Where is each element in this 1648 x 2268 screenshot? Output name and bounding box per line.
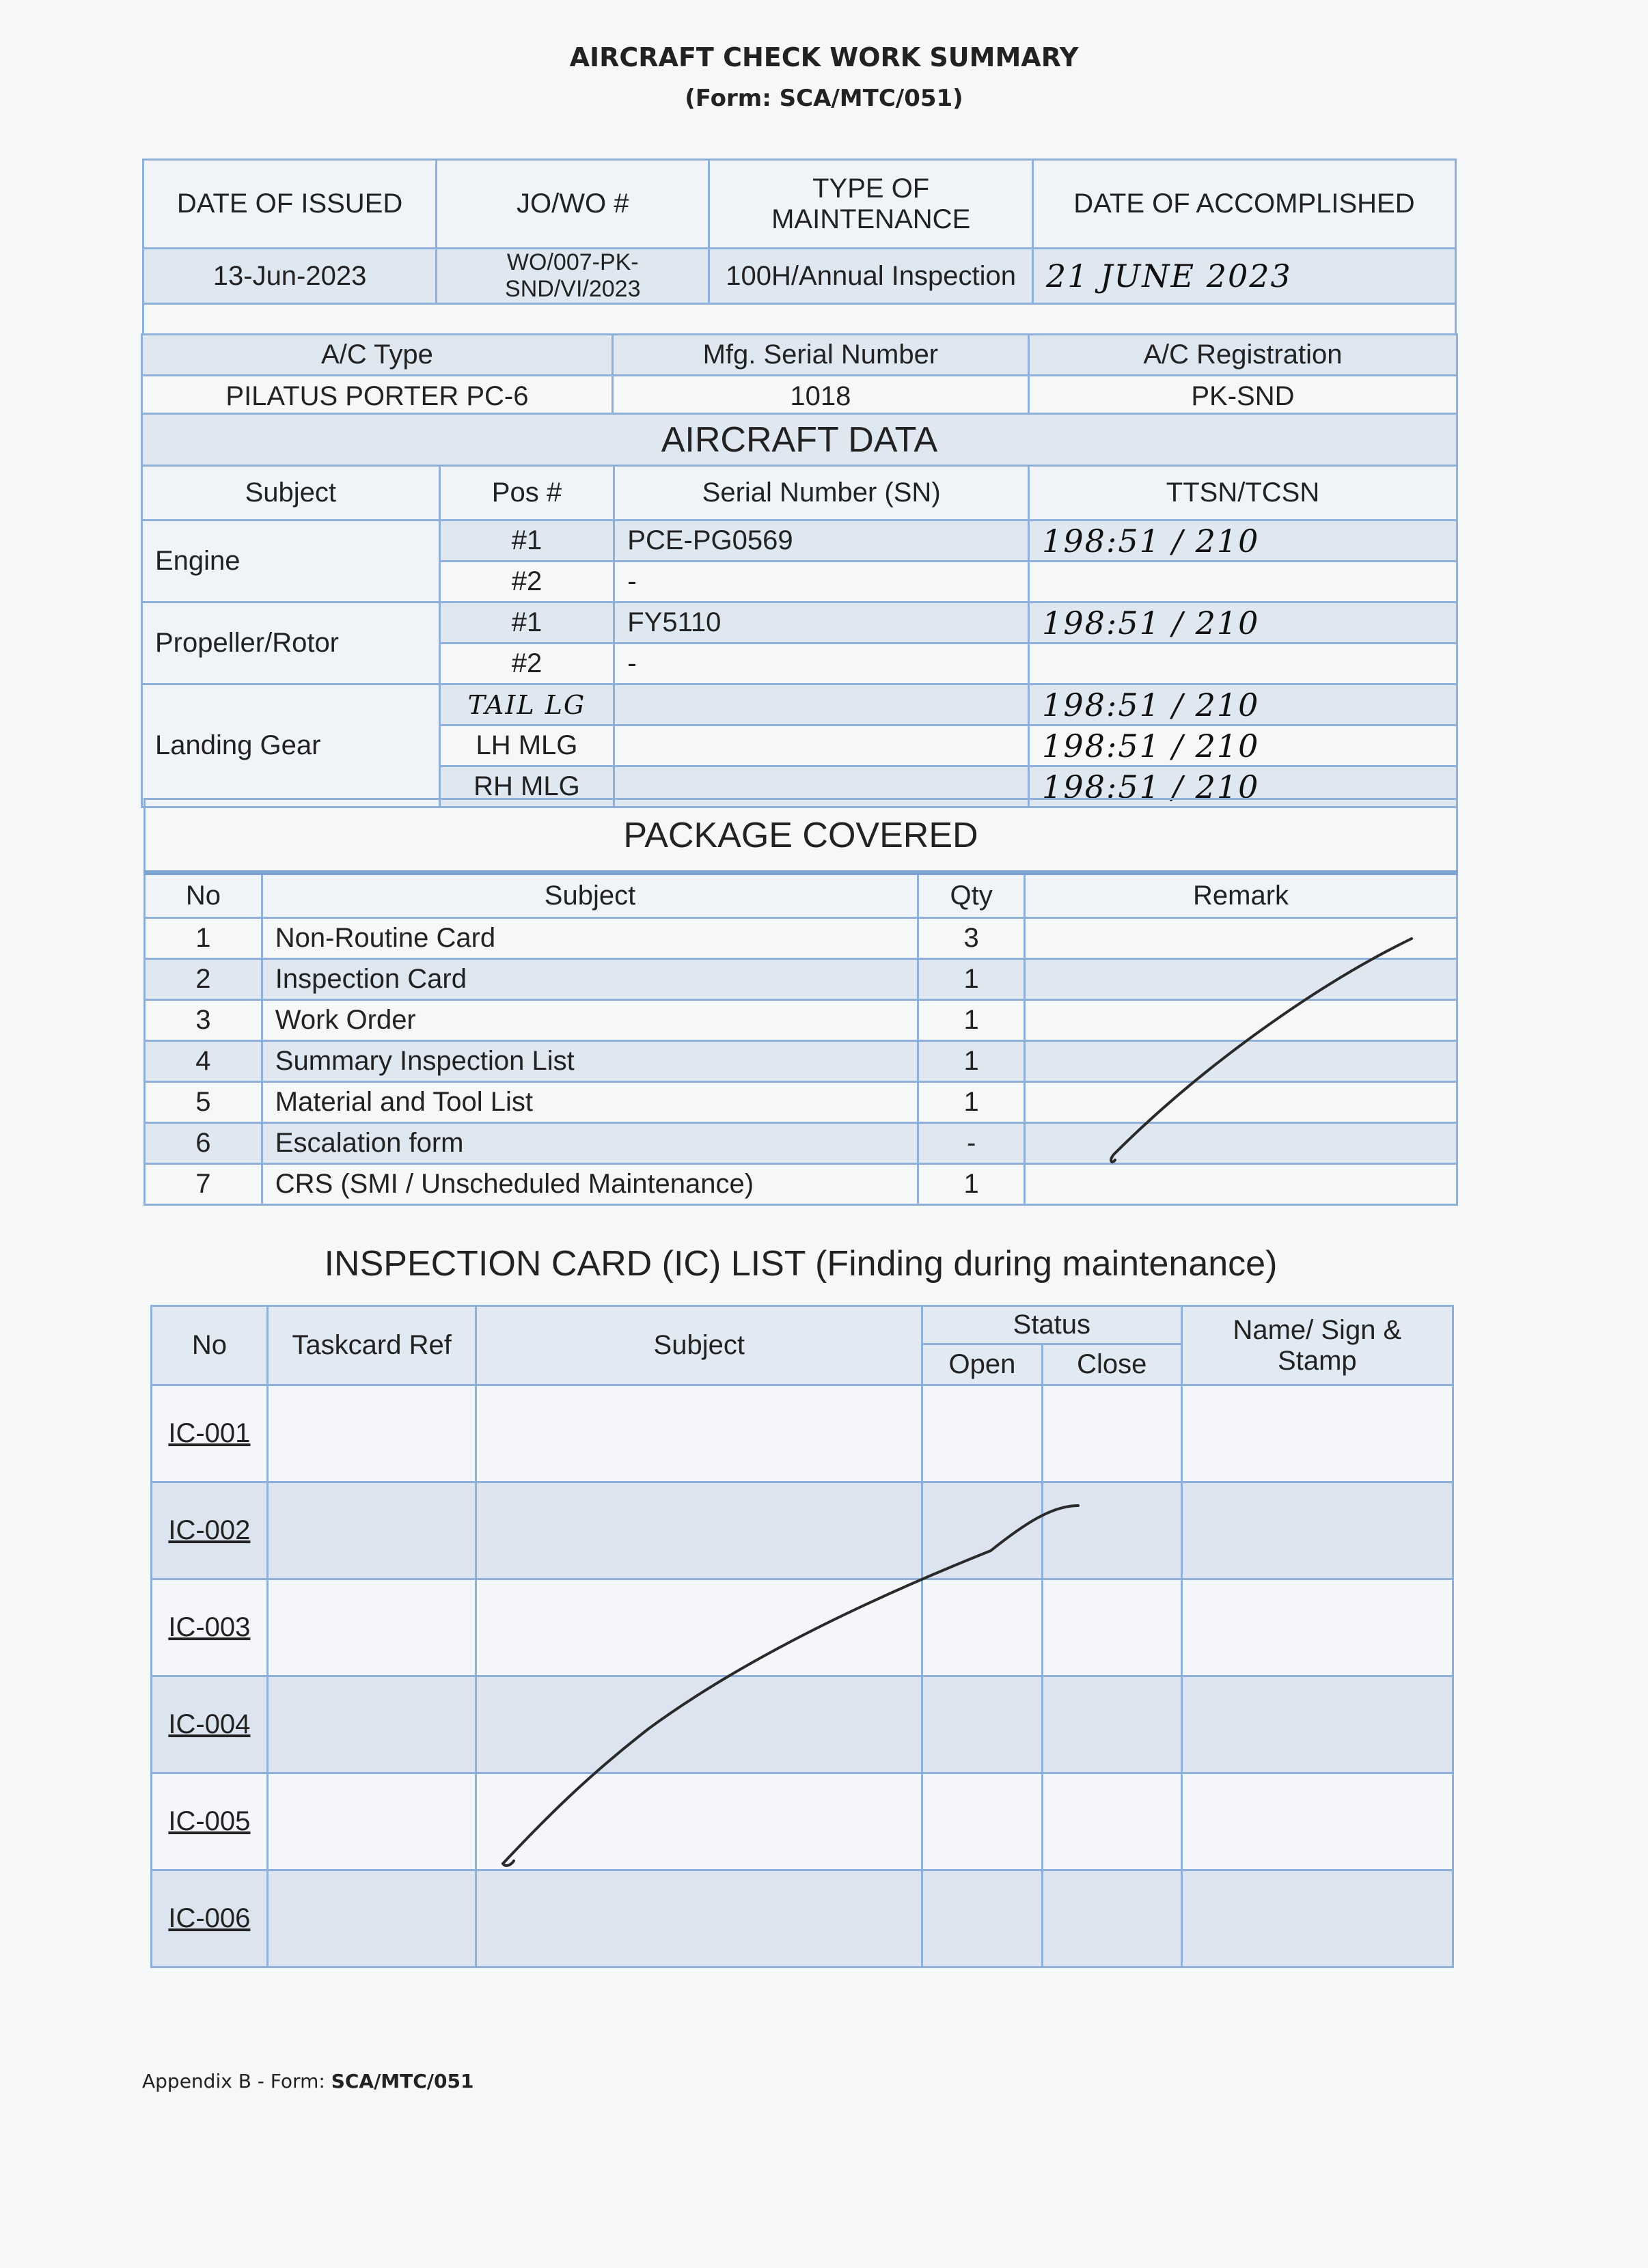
package-remark xyxy=(1025,1082,1457,1123)
pos-header: Pos # xyxy=(439,466,614,521)
ic-number: IC-004 xyxy=(152,1676,268,1773)
package-table xyxy=(143,798,1458,1206)
package-remark xyxy=(1025,959,1457,1000)
package-remark xyxy=(1025,1041,1457,1082)
date-issued-header: DATE OF ISSUED xyxy=(143,160,437,249)
package-qty: 1 xyxy=(918,1082,1025,1123)
ttsn-cell: 198:51 / 210 xyxy=(1029,725,1457,766)
close-cell xyxy=(1042,1870,1181,1967)
pos-cell: #2 xyxy=(439,644,614,684)
ttsn-cell xyxy=(1029,644,1457,684)
open-cell xyxy=(922,1579,1043,1676)
ttsn-header: TTSN/TCSN xyxy=(1029,466,1457,521)
open-cell xyxy=(922,1870,1043,1967)
no-header: No xyxy=(145,873,262,918)
ttsn-cell: 198:51 / 210 xyxy=(1029,684,1457,725)
ic-number: IC-002 xyxy=(152,1482,268,1579)
pos-cell: #1 xyxy=(439,603,614,644)
status-header: Status xyxy=(922,1306,1182,1344)
sn-cell: FY5110 xyxy=(614,603,1029,644)
type-header: TYPE OF MAINTENANCE xyxy=(709,160,1032,249)
remark-header: Remark xyxy=(1025,873,1457,918)
pos-cell: RH MLG xyxy=(439,766,614,807)
open-cell xyxy=(922,1676,1043,1773)
sn-header: Serial Number (SN) xyxy=(614,466,1029,521)
date-accomplished-value: 21 JUNE 2023 xyxy=(1032,249,1455,304)
close-cell xyxy=(1042,1773,1181,1870)
issue-table xyxy=(142,158,1457,343)
close-cell xyxy=(1042,1385,1181,1482)
pos-cell: #1 xyxy=(439,521,614,562)
package-qty: 1 xyxy=(918,959,1025,1000)
package-no: 5 xyxy=(145,1082,262,1123)
propeller-label: Propeller/Rotor xyxy=(142,603,440,684)
landing-gear-label: Landing Gear xyxy=(142,684,440,807)
ic-list-table xyxy=(150,1305,1454,1968)
package-qty: 3 xyxy=(918,918,1025,959)
taskcard-cell xyxy=(267,1676,476,1773)
package-no: 2 xyxy=(145,959,262,1000)
sn-cell xyxy=(614,725,1029,766)
ic-no-header: No xyxy=(152,1306,268,1385)
package-qty: 1 xyxy=(918,1000,1025,1041)
package-no: 3 xyxy=(145,1000,262,1041)
type-value: 100H/Annual Inspection xyxy=(709,249,1032,304)
open-cell xyxy=(922,1482,1043,1579)
close-cell xyxy=(1042,1676,1181,1773)
package-subject: Material and Tool List xyxy=(262,1082,918,1123)
sn-cell: - xyxy=(614,644,1029,684)
jo-wo-value: WO/007-PK-SND/VI/2023 xyxy=(437,249,709,304)
sn-cell: PCE-PG0569 xyxy=(614,521,1029,562)
form-subtitle: (Form: SCA/MTC/051) xyxy=(685,85,963,112)
ic-number: IC-006 xyxy=(152,1870,268,1967)
package-subject: CRS (SMI / Unscheduled Maintenance) xyxy=(262,1164,918,1205)
reg-header: A/C Registration xyxy=(1028,335,1457,376)
date-issued-value: 13-Jun-2023 xyxy=(143,249,437,304)
sign-cell xyxy=(1181,1579,1453,1676)
open-cell xyxy=(922,1773,1043,1870)
package-subject: Summary Inspection List xyxy=(262,1041,918,1082)
taskcard-cell xyxy=(267,1870,476,1967)
package-qty: 1 xyxy=(918,1041,1025,1082)
package-no: 7 xyxy=(145,1164,262,1205)
taskcard-cell xyxy=(267,1579,476,1676)
package-subject: Work Order xyxy=(262,1000,918,1041)
pos-cell: TAIL LG xyxy=(439,684,614,725)
package-no: 4 xyxy=(145,1041,262,1082)
sign-cell xyxy=(1181,1385,1453,1482)
aircraft-table xyxy=(141,333,1458,419)
subject-cell xyxy=(476,1870,922,1967)
pos-cell: #2 xyxy=(439,562,614,603)
ac-type-header: A/C Type xyxy=(142,335,613,376)
ttsn-cell: 198:51 / 210 xyxy=(1029,603,1457,644)
form-title: AIRCRAFT CHECK WORK SUMMARY xyxy=(569,42,1079,72)
package-subject: Inspection Card xyxy=(262,959,918,1000)
open-header: Open xyxy=(922,1344,1043,1385)
package-subject: Escalation form xyxy=(262,1123,918,1164)
package-remark xyxy=(1025,1000,1457,1041)
package-no: 6 xyxy=(145,1123,262,1164)
footer-form-code: SCA/MTC/051 xyxy=(331,2070,474,2092)
taskcard-cell xyxy=(267,1385,476,1482)
msn-value: 1018 xyxy=(612,376,1028,418)
sign-cell xyxy=(1181,1482,1453,1579)
ttsn-cell: 198:51 / 210 xyxy=(1029,521,1457,562)
subject-cell xyxy=(476,1385,922,1482)
subject-cell xyxy=(476,1773,922,1870)
package-remark xyxy=(1025,1123,1457,1164)
name-sign-header: Name/ Sign & Stamp xyxy=(1181,1306,1453,1385)
package-remark xyxy=(1025,1164,1457,1205)
subject-cell xyxy=(476,1579,922,1676)
close-header: Close xyxy=(1042,1344,1181,1385)
pos-cell: LH MLG xyxy=(439,725,614,766)
close-cell xyxy=(1042,1579,1181,1676)
aircraft-data-title: AIRCRAFT DATA xyxy=(142,414,1457,466)
package-qty: - xyxy=(918,1123,1025,1164)
aircraft-data-table xyxy=(141,413,1458,808)
ac-type-value: PILATUS PORTER PC-6 xyxy=(142,376,613,418)
taskcard-cell xyxy=(267,1773,476,1870)
ttsn-cell xyxy=(1029,562,1457,603)
taskcard-header: Taskcard Ref xyxy=(267,1306,476,1385)
ic-number: IC-005 xyxy=(152,1773,268,1870)
sn-cell xyxy=(614,684,1029,725)
ic-subject-header: Subject xyxy=(476,1306,922,1385)
package-subject: Non-Routine Card xyxy=(262,918,918,959)
engine-label: Engine xyxy=(142,521,440,603)
footer-prefix: Appendix B - Form: xyxy=(142,2070,331,2092)
ttsn-cell: 198:51 / 210 xyxy=(1029,766,1457,807)
reg-value: PK-SND xyxy=(1028,376,1457,418)
package-title: PACKAGE COVERED xyxy=(145,799,1457,873)
subject-header: Subject xyxy=(142,466,440,521)
subject-cell xyxy=(476,1676,922,1773)
sign-cell xyxy=(1181,1676,1453,1773)
sign-cell xyxy=(1181,1773,1453,1870)
jo-wo-header: JO/WO # xyxy=(437,160,709,249)
open-cell xyxy=(922,1385,1043,1482)
sign-cell xyxy=(1181,1870,1453,1967)
ic-number: IC-001 xyxy=(152,1385,268,1482)
footer xyxy=(142,2070,473,2092)
close-cell xyxy=(1042,1482,1181,1579)
subject-header: Subject xyxy=(262,873,918,918)
ic-number: IC-003 xyxy=(152,1579,268,1676)
subject-cell xyxy=(476,1482,922,1579)
package-qty: 1 xyxy=(918,1164,1025,1205)
package-remark xyxy=(1025,918,1457,959)
msn-header: Mfg. Serial Number xyxy=(612,335,1028,376)
sn-cell: - xyxy=(614,562,1029,603)
ic-list-title: INSPECTION CARD (IC) LIST (Finding during maintenance) xyxy=(143,1223,1458,1305)
package-no: 1 xyxy=(145,918,262,959)
qty-header: Qty xyxy=(918,873,1025,918)
date-accomplished-header: DATE OF ACCOMPLISHED xyxy=(1032,160,1455,249)
taskcard-cell xyxy=(267,1482,476,1579)
